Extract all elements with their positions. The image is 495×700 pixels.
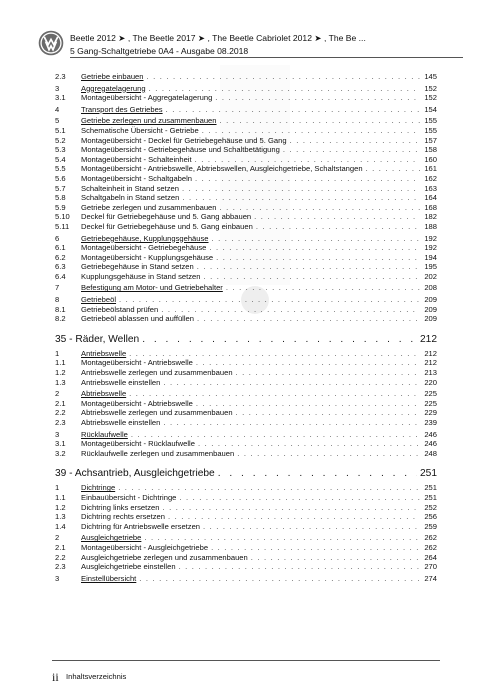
entry-page: 251 (424, 492, 437, 502)
entry-number: 1.1 (55, 492, 66, 502)
entry-number: 2.1 (55, 542, 66, 552)
toc-entry[interactable] (55, 503, 437, 513)
entry-number: 6.2 (55, 252, 66, 262)
entry-title: Kupplungsgehäuse in Stand setzen (81, 271, 201, 281)
entry-number: 1 (55, 348, 60, 358)
entry-number: 5.5 (55, 164, 66, 174)
entry-page: 209 (424, 295, 437, 305)
header-divider (70, 57, 463, 58)
entry-number: 2.3 (55, 418, 66, 427)
leader-dots (129, 389, 420, 399)
entry-title: Getriebeöl (81, 295, 117, 305)
entry-number: 1.4 (55, 521, 66, 531)
document-subtitle: 5 Gang-Schaltgetriebe 0A4 - Ausgabe 08.2018 (70, 46, 249, 56)
entry-title: Rücklaufwelle (81, 429, 128, 439)
entry-number: 5.6 (55, 173, 66, 183)
entry-number: 3 (55, 83, 60, 93)
entry-page: 155 (424, 125, 437, 135)
entry-number: 5.11 (55, 221, 70, 231)
toc-entry[interactable] (55, 174, 437, 184)
leader-dots (203, 272, 420, 282)
entry-title: Schaltgabeln in Stand setzen (81, 193, 180, 203)
leader-dots (236, 368, 420, 378)
vw-logo-icon (38, 30, 64, 56)
leader-dots (226, 283, 420, 293)
toc-entry[interactable] (55, 378, 437, 388)
chapter-heading[interactable] (55, 334, 437, 346)
entry-title: Abtriebswelle einstellen (81, 418, 161, 427)
leader-dots (196, 399, 420, 409)
page-header (38, 30, 463, 70)
leader-dots (163, 503, 421, 513)
entry-number: 3.1 (55, 93, 66, 103)
toc-entry[interactable] (55, 449, 437, 459)
page-number: ii (52, 670, 59, 684)
toc-entry[interactable] (55, 72, 437, 82)
toc-entry[interactable] (55, 314, 437, 324)
entry-page: 225 (424, 398, 437, 408)
entry-number: 4 (55, 104, 60, 114)
toc-entry[interactable] (55, 483, 437, 493)
entry-title: Deckel für Getriebegehäuse und 5. Gang einbauen (81, 221, 253, 231)
entry-number: 2 (55, 389, 60, 399)
entry-title: Rücklaufwelle zerlegen und zusammenbauen (81, 448, 235, 458)
toc-entry[interactable] (55, 222, 437, 232)
entry-title: Montageübersicht - Aggregatelagerung (81, 93, 213, 103)
toc-entry[interactable] (55, 349, 437, 359)
toc-entry[interactable] (55, 243, 437, 253)
toc-entry[interactable] (55, 116, 437, 126)
entry-page: 212 (424, 358, 437, 368)
entry-page: 209 (424, 304, 437, 314)
leader-dots (256, 222, 420, 232)
entry-number: 1.3 (55, 377, 66, 387)
entry-number: 1.1 (55, 358, 66, 368)
entry-title: Ausgleichgetriebe zerlegen und zusammenbauen (81, 552, 248, 562)
toc-entry[interactable] (55, 203, 437, 213)
entry-page: 259 (424, 521, 437, 531)
entry-title: Aggregatelagerung (81, 83, 146, 93)
entry-number: 2.2 (55, 552, 66, 562)
entry-number: 5.8 (55, 193, 66, 203)
toc-entry[interactable] (55, 522, 437, 532)
entry-page: 262 (424, 542, 437, 552)
leader-dots (182, 184, 420, 194)
entry-number: 3.2 (55, 448, 66, 458)
toc-entry[interactable] (55, 543, 437, 553)
entry-title: Montageübersicht - Schalteinheit (81, 154, 192, 164)
chapter-page: 212 (420, 333, 437, 345)
entry-number: 5.3 (55, 145, 66, 155)
leader-dots (131, 430, 420, 440)
entry-number: 6.4 (55, 271, 66, 281)
leader-dots (237, 449, 420, 459)
leader-dots (149, 84, 420, 94)
entry-title: Montageübersicht - Kupplungsgehäuse (81, 252, 214, 262)
entry-page: 162 (424, 173, 437, 183)
leader-dots (144, 533, 420, 543)
leader-dots (168, 512, 420, 522)
leader-dots (198, 439, 420, 449)
entry-title: Getriebe einbauen (81, 72, 144, 81)
toc-entry[interactable] (55, 399, 437, 409)
entry-number: 3 (55, 573, 60, 583)
entry-title: Montageübersicht - Abtriebswelle (81, 398, 193, 408)
leader-dots (220, 203, 420, 213)
entry-page: 155 (424, 116, 437, 126)
entry-title: Montageübersicht - Antriebswelle, Abtriebswellen, Ausgleichgetriebe, Schaltstangen (81, 164, 363, 174)
document-title: Beetle 2012 ➤ , The Beetle 2017 ➤ , The Beetle Cabriolet 2012 ➤ , The Be ... (70, 33, 366, 43)
toc-entry[interactable] (55, 368, 437, 378)
entry-page: 270 (424, 562, 437, 572)
entry-number: 8.1 (55, 304, 66, 314)
entry-number: 5 (55, 116, 60, 126)
leader-dots (182, 193, 420, 203)
toc-entry[interactable] (55, 145, 437, 155)
entry-number: 1 (55, 483, 60, 493)
entry-page: 262 (424, 533, 437, 543)
leader-dots (163, 418, 420, 428)
entry-title: Antriebswelle (81, 348, 127, 358)
leader-dots (118, 483, 420, 493)
leader-dots (203, 522, 420, 532)
entry-title: Antriebswelle einstellen (81, 377, 161, 387)
entry-title: Dichtring rechts ersetzen (81, 512, 165, 522)
leader-dots (211, 543, 420, 553)
entry-number: 2 (55, 533, 60, 543)
entry-title: Einstellübersicht (81, 573, 137, 583)
entry-page: 195 (424, 262, 437, 272)
entry-title: Abtriebswelle (81, 389, 127, 399)
leader-dots (195, 155, 420, 165)
leader-dots (202, 126, 420, 136)
toc-entry[interactable] (55, 136, 437, 146)
toc-entry[interactable] (55, 430, 437, 440)
entry-number: 3 (55, 429, 60, 439)
entry-page: 212 (424, 348, 437, 358)
leader-dots (179, 562, 420, 572)
entry-title: Deckel für Getriebegehäuse und 5. Gang abbauen (81, 212, 252, 222)
entry-page: 264 (424, 552, 437, 562)
chapter-title: 39 - Achsantrieb, Ausgleichgetriebe (55, 468, 215, 480)
toc-entry[interactable] (55, 184, 437, 194)
entry-title: Dichtringe (81, 483, 116, 493)
entry-number: 1.2 (55, 502, 66, 512)
entry-number: 5.10 (55, 212, 70, 222)
entry-title: Ausgleichgetriebe einstellen (81, 562, 176, 572)
leader-dots (139, 574, 420, 584)
entry-number: 5.7 (55, 183, 66, 193)
entry-title: Getriebe zerlegen und zusammenbauen (81, 202, 217, 212)
entry-title: Montageübersicht - Deckel für Getriebegehäuse und 5. Gang (81, 135, 287, 145)
entry-page: 194 (424, 252, 437, 262)
entry-page: 192 (424, 243, 437, 253)
leader-dots (283, 145, 420, 155)
entry-number: 6.1 (55, 243, 66, 253)
entry-title: Antriebswelle zerlegen und zusammenbauen (81, 368, 233, 378)
leader-dots (119, 295, 420, 305)
leader-dots (236, 408, 420, 418)
toc-entry[interactable] (55, 574, 437, 584)
entry-number: 5.1 (55, 125, 66, 135)
toc-entry[interactable] (55, 193, 437, 203)
entry-number: 8.2 (55, 314, 66, 324)
entry-title: Schematische Übersicht - Getriebe (81, 125, 199, 135)
toc-entry[interactable] (55, 408, 437, 418)
leader-dots (215, 93, 420, 103)
toc-entry[interactable] (55, 533, 437, 543)
entry-page: 145 (424, 72, 437, 81)
footer-divider (52, 660, 440, 661)
entry-page: 154 (424, 104, 437, 114)
toc-entry[interactable] (55, 234, 437, 244)
entry-page: 168 (424, 202, 437, 212)
toc-entry[interactable] (55, 253, 437, 263)
entry-page: 229 (424, 408, 437, 418)
leader-dots (218, 468, 417, 480)
footer-section-label: Inhaltsverzeichnis (66, 672, 127, 681)
entry-page: 239 (424, 418, 437, 427)
entry-page: 213 (424, 368, 437, 378)
entry-page: 256 (424, 512, 437, 522)
toc-entry[interactable] (55, 126, 437, 136)
leader-dots (163, 378, 420, 388)
entry-page: 209 (424, 314, 437, 324)
entry-page: 188 (424, 221, 437, 231)
entry-page: 152 (424, 93, 437, 103)
entry-title: Schalteinheit in Stand setzen (81, 183, 179, 193)
toc-entry[interactable] (55, 155, 437, 165)
leader-dots (195, 174, 420, 184)
entry-title: Ausgleichgetriebe (81, 533, 142, 543)
page-footer (0, 660, 495, 690)
toc-entry[interactable] (55, 262, 437, 272)
toc-entry[interactable] (55, 358, 437, 368)
leader-dots (129, 349, 420, 359)
entry-page: 157 (424, 135, 437, 145)
toc-entry[interactable] (55, 553, 437, 563)
entry-page: 252 (424, 502, 437, 512)
toc-entry[interactable] (55, 272, 437, 282)
entry-page: 164 (424, 193, 437, 203)
leader-dots (212, 234, 420, 244)
entry-number: 1.2 (55, 368, 66, 378)
entry-number: 2.3 (55, 562, 66, 572)
leader-dots (251, 553, 420, 563)
entry-number: 5.2 (55, 135, 66, 145)
entry-title: Dichtring für Antriebswelle ersetzen (81, 521, 201, 531)
entry-title: Getriebe zerlegen und zusammenbauen (81, 116, 217, 126)
entry-page: 163 (424, 183, 437, 193)
entry-page: 246 (424, 439, 437, 449)
entry-number: 2.2 (55, 408, 66, 418)
entry-title: Dichtring links ersetzen (81, 502, 160, 512)
leader-dots (147, 72, 421, 82)
leader-dots (220, 116, 420, 126)
toc-entry[interactable] (55, 84, 437, 94)
entry-page: 182 (424, 212, 437, 222)
entry-number: 5.9 (55, 202, 66, 212)
entry-title: Transport des Getriebes (81, 104, 163, 114)
leader-dots (290, 136, 420, 146)
entry-page: 208 (424, 283, 437, 293)
entry-page: 152 (424, 83, 437, 93)
toc-entry[interactable] (55, 562, 437, 572)
chapter-heading[interactable] (55, 468, 437, 480)
entry-number: 1.3 (55, 512, 66, 522)
entry-title: Montageübersicht - Schaltgabeln (81, 173, 193, 183)
leader-dots (161, 305, 420, 315)
entry-title: Getriebegehäuse in Stand setzen (81, 262, 194, 272)
leader-dots (196, 358, 420, 368)
entry-page: 248 (424, 448, 437, 458)
entry-title: Getriebegehäuse, Kupplungsgehäuse (81, 233, 209, 243)
entry-number: 8 (55, 295, 60, 305)
entry-title: Befestigung am Motor- und Getriebehalter (81, 283, 223, 293)
toc-entry[interactable] (55, 493, 437, 503)
entry-number: 6 (55, 233, 60, 243)
entry-title: Montageübersicht - Antriebswelle (81, 358, 193, 368)
entry-title: Getriebeöl ablassen und auffüllen (81, 314, 195, 324)
toc-entry[interactable] (55, 93, 437, 103)
table-of-contents (55, 72, 437, 583)
chapter-title: 35 - Räder, Wellen (55, 333, 140, 345)
entry-page: 192 (424, 233, 437, 243)
entry-page: 274 (424, 573, 437, 583)
entry-page: 202 (424, 271, 437, 281)
chapter-page: 251 (420, 468, 437, 480)
leader-dots (209, 243, 420, 253)
toc-entry[interactable] (55, 512, 437, 522)
toc-entry[interactable] (55, 105, 437, 115)
entry-page: 220 (424, 377, 437, 387)
toc-entry[interactable] (55, 283, 437, 293)
entry-page: 158 (424, 145, 437, 155)
toc-entry[interactable] (55, 212, 437, 222)
entry-title: Montageübersicht - Ausgleichgetriebe (81, 542, 209, 552)
entry-title: Montageübersicht - Getriebegehäuse (81, 243, 207, 253)
entry-page: 246 (424, 429, 437, 439)
entry-page: 225 (424, 389, 437, 399)
entry-title: Abtriebswelle zerlegen und zusammenbauen (81, 408, 233, 418)
toc-entry[interactable] (55, 389, 437, 399)
toc-entry[interactable] (55, 418, 437, 428)
toc-entry[interactable] (55, 439, 437, 449)
entry-page: 251 (424, 483, 437, 493)
leader-dots (254, 212, 420, 222)
entry-page: 161 (424, 164, 437, 174)
leader-dots (197, 262, 420, 272)
entry-number: 6.3 (55, 262, 66, 272)
entry-number: 7 (55, 283, 60, 293)
leader-dots (179, 493, 420, 503)
entry-number: 3.1 (55, 439, 66, 449)
leader-dots (166, 105, 420, 115)
leader-dots (216, 253, 420, 263)
entry-page: 160 (424, 154, 437, 164)
leader-dots (366, 164, 420, 174)
entry-number: 5.4 (55, 154, 66, 164)
entry-number: 2.1 (55, 398, 66, 408)
entry-title: Einbauübersicht - Dichtringe (81, 492, 177, 502)
leader-dots (142, 334, 417, 346)
entry-title: Montageübersicht - Rücklaufwelle (81, 439, 195, 449)
entry-title: Getriebeölstand prüfen (81, 304, 159, 314)
leader-dots (197, 314, 420, 324)
toc-entry[interactable] (55, 295, 437, 305)
toc-entry[interactable] (55, 305, 437, 315)
entry-number: 2.3 (55, 72, 66, 81)
toc-entry[interactable] (55, 164, 437, 174)
entry-title: Montageübersicht - Getriebegehäuse und Schaltbetätigung (81, 145, 280, 155)
